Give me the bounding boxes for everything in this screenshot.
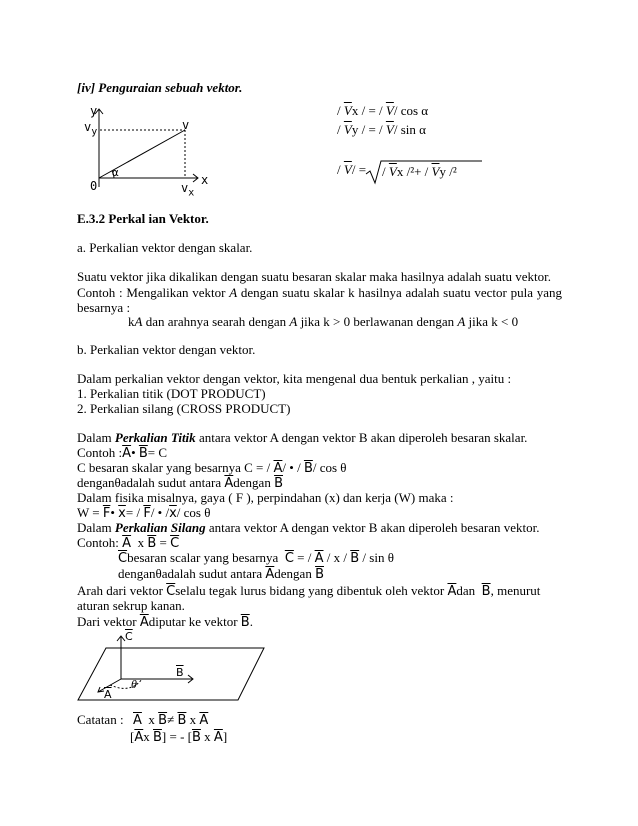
cross-line6: aturan sekrup kanan. <box>77 598 185 613</box>
para2-line3: 2. Perkalian silang (CROSS PRODUCT) <box>77 401 291 416</box>
cross-line4: denganθadalah sudut antara $\overline{A}dengan$ $\overline{B}$ <box>118 566 324 582</box>
note-line2: [$\overline{A}x$ $\overline{B}$] = - [$\overline{B}$ x $\overline{A}$] <box>130 729 228 745</box>
dot-line2: Contoh $:\overline{A}•$ $\overline{B}= C$ <box>77 445 168 461</box>
origin-label: 0 <box>90 179 98 193</box>
diagram-c-label: $\overline{C}$ <box>125 630 133 643</box>
vx-label: $v_x$ <box>181 181 195 199</box>
diagram-theta-label: θ <box>131 677 137 691</box>
para1-line1: Suatu vektor jika dikalikan dengan suatu besaran skalar maka hasilnya adalah suatu vektor. <box>77 269 551 284</box>
cross-line5: Arah dari vektor $\overline{C}selalu$ tegak lurus bidang yang dibentuk oleh vektor $\overline{A}dan$ $\overline{B}$, menurut <box>77 583 541 599</box>
dot-line3: C besaran skalar yang besarnya C = / $\overline{A}/$ • / $\overline{B}/$ cos θ <box>77 460 347 476</box>
dot-line5: Dalam fisika misalnya, gaya ( F ), perpindahan (x) dan kerja (W) maka : <box>77 490 454 505</box>
subsection-a-title: a. Perkalian vektor dengan skalar. <box>77 240 253 255</box>
equation-vy: / $\overline{V}y$ / = / $\overline{V}/$ sin α <box>337 122 426 137</box>
equation-magnitude-lhs: / $\overline{V}/$ = <box>337 162 367 177</box>
diagram-a-label: $\overline{A}$ <box>104 688 112 701</box>
equation-magnitude-rhs: / $\overline{V}x$ $/^2+ / \overline{V}y$ /² <box>382 164 457 179</box>
section-iv-title: [iv] Penguraian sebuah vektor. <box>77 80 243 95</box>
diagram-b-label: $\overline{B}$ <box>176 666 184 679</box>
para2-line2: 1. Perkalian titik (DOT PRODUCT) <box>77 386 266 401</box>
note-label: Catatan : <box>77 712 124 727</box>
dot-line4: denganθadalah sudut antara $\overline{A}dengan$ $\overline{B}$ <box>77 475 283 491</box>
v-label: v <box>182 118 190 132</box>
y-axis-label: y <box>90 104 98 118</box>
para1-line3: besarnya : <box>77 300 131 315</box>
vy-label: $v_y$ <box>84 120 98 138</box>
para1-line2: Contoh : Mengalikan vektor A dengan suatu skalar k hasilnya adalah suatu vector pula yang <box>77 285 562 300</box>
equation-vx: / $\overline{V}x$ / = / $\overline{V}/$ cos α <box>337 103 429 118</box>
cross-line3: $\overline{C}besaran$ scalar yang besarnya $\overline{C}$ = / $\overline{A}$ / x / $\overline{B}$ / sin θ <box>118 550 394 566</box>
alpha-label: α <box>112 166 119 179</box>
dot-line1: Dalam Perkalian Titik antara vektor A dengan vektor B akan diperoleh besaran skalar. <box>77 430 528 445</box>
note-line1: $\overline{A}$ x $\overline{B}\ne \overline{B}$ x $\overline{A}$ <box>133 712 209 728</box>
section-e32-title: E.3.2 Perkal ian Vektor. <box>77 211 209 226</box>
dot-line6: $W = \overline{F}•$ $\overline{x}= / \overline{F}/$ • $/\overline{x}/$ cos θ <box>77 505 211 521</box>
cross-line1: Dalam Perkalian Silang antara vektor A dengan vektor B akan diperoleh besaran vektor. <box>77 520 540 535</box>
x-axis-label: x <box>201 173 209 187</box>
cross-line2: Contoh: $\overline{A}$ x $\overline{B} = \overline{C}$ <box>77 535 180 551</box>
cross-line7: Dari vektor $\overline{A}diputar$ ke vektor $\overline{B}$. <box>77 614 253 630</box>
para1-line4: kA dan arahnya searah dengan A jika k > 0 berlawanan dengan A jika k < 0 <box>128 314 519 329</box>
subsection-b-title: b. Perkalian vektor dengan vektor. <box>77 342 256 357</box>
para2-line1: Dalam perkalian vektor dengan vektor, kita mengenal dua bentuk perkalian , yaitu : <box>77 371 512 386</box>
